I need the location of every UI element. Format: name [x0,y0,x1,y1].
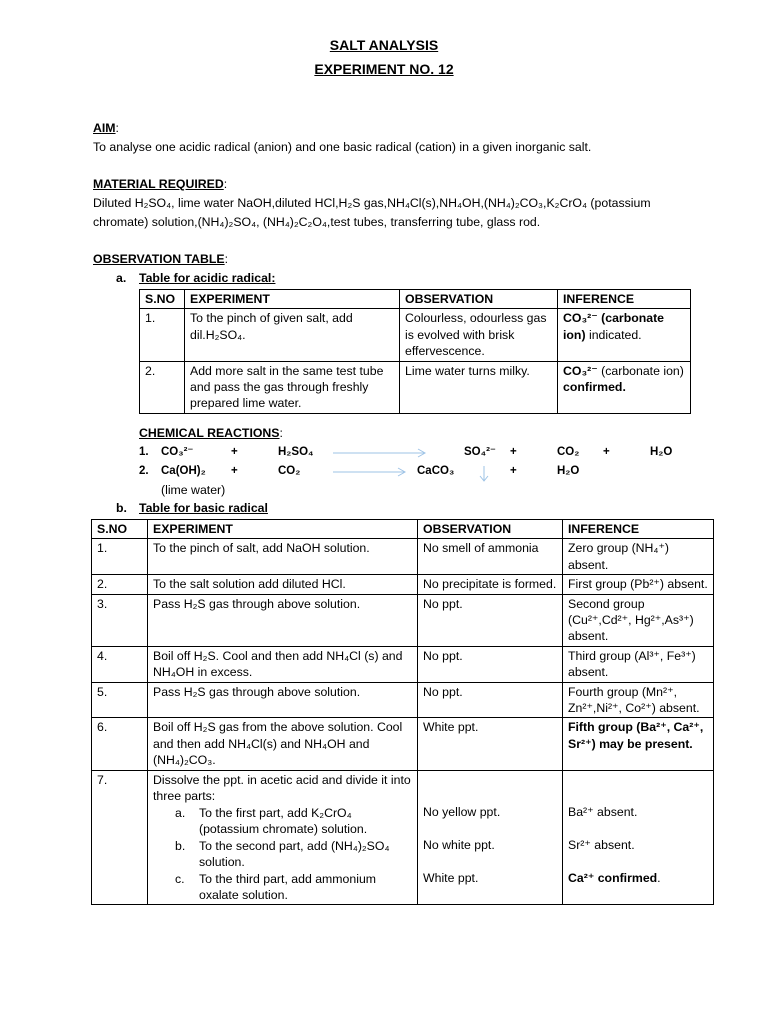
table-a-cell-observation: Lime water turns milky. [400,361,558,413]
table-b-cell-sno: 7. [92,770,148,905]
table-a-label: a. [116,271,127,285]
table-b-cell-sno: 4. [92,646,148,682]
table-a-header-inference: INFERENCE [558,290,691,309]
reaction-1-arrow [333,446,428,460]
reaction-1-plus-2: + [510,446,517,458]
table-b-header-observation: OBSERVATION [418,520,563,539]
table-b-cell-sno: 2. [92,575,148,594]
table-row [92,718,714,770]
table-b-header-experiment: EXPERIMENT [148,520,418,539]
table-b-cell-experiment: Boil off H₂S gas from the above solution. Cool and then add NH₄Cl(s) and NH₄OH and (NH₄)₂CO₃. [148,718,418,770]
table-a-cell-sno: 2. [140,361,185,413]
table-row [92,539,714,575]
sub-observation: No white ppt. [423,837,495,852]
sub-step-text: To the first part, add K₂CrO₄ (potassium chromate) solution. [199,805,368,836]
table-a-cell-experiment: Add more salt in the same test tube and pass the gas through freshly prepared lime water. [185,361,400,413]
sub-step-letter: b. [175,838,186,853]
reaction-2-number: 2. [139,465,149,477]
reaction-2-reactant-b: CO₂ [278,465,301,477]
reaction-2-reactant-a: Ca(OH)₂ [161,465,206,477]
table-b-cell-observation: No ppt. [418,646,563,682]
inference-bold-text: CO₃²⁻ (carbonate ion) [563,311,664,342]
table-row [92,594,714,646]
aim-heading-line: AIM: [93,121,119,135]
table-a-cell-observation: Colourless, odourless gas is evolved with brisk effervescence. [400,309,558,361]
table-b-cell-experiment: Pass H₂S gas through above solution. [148,682,418,718]
reaction-1-product-c: SO₄²⁻ [464,446,496,458]
aim-heading: AIM [93,121,116,135]
observation-heading-line: OBSERVATION TABLE: [93,252,229,266]
reaction-1-reactant-b: H₂SO₄ [278,446,314,458]
reaction-2-note: (lime water) [161,483,226,497]
table-b-cell-inference: Fourth group (Mn²⁺, Zn²⁺,Ni²⁺, Co²⁺) absent. [563,682,714,718]
acidic-radical-table [139,289,691,414]
table-a-cell-sno: 1. [140,309,185,361]
table-b-cell-observation: No ppt. [418,682,563,718]
table-row [140,309,691,361]
reaction-1-plus-1: + [231,446,238,458]
table-a-header-experiment: EXPERIMENT [185,290,400,309]
inference-bold-text: Ca²⁺ confirmed [568,870,658,885]
table-b-cell-sno: 6. [92,718,148,770]
inference-bold-text: CO₃²⁻ [563,363,598,378]
inference-text: . [657,870,661,885]
table-a-cell-experiment: To the pinch of given salt, add dil.H₂SO₄. [185,309,400,361]
table-row [92,770,714,905]
table-b-cell-observation [418,770,563,905]
table-b-cell-experiment: Boil off H₂S. Cool and then add NH₄Cl (s) and NH₄OH in excess. [148,646,418,682]
sub-step-text: To the third part, add ammonium oxalate solution. [199,871,377,902]
inference-text: indicated. [585,327,642,342]
sub-observation: No yellow ppt. [423,804,501,819]
reaction-2-plus-1: + [231,465,238,477]
materials-heading-line: MATERIAL REQUIRED: [93,177,228,191]
reaction-2-product-d: H₂O [557,465,580,477]
observation-heading: OBSERVATION TABLE [93,252,225,266]
table-b-cell-inference: Third group (Al³⁺, Fe³⁺) absent. [563,646,714,682]
reaction-1-product-e: H₂O [650,446,673,458]
document-title: SALT ANALYSIS [329,37,439,53]
table-b-cell-inference: First group (Pb²⁺) absent. [563,575,714,594]
table-a-header-observation: OBSERVATION [400,290,558,309]
table-a-header-row [140,290,691,309]
table-b-cell-observation: No ppt. [418,594,563,646]
sub-observation: White ppt. [423,870,479,885]
reaction-2-arrow [333,465,408,479]
table-b-cell-sno: 3. [92,594,148,646]
sub-step-a [153,805,412,838]
table-b-cell-experiment: Pass H₂S gas through above solution. [148,594,418,646]
inference-text: (carbonate ion) [597,363,684,378]
table-b-cell-sno: 5. [92,682,148,718]
table-b-header-sno: S.NO [92,520,148,539]
table-a-header-sno: S.NO [140,290,185,309]
table-b-cell-experiment [148,770,418,905]
basic-radical-table [91,519,714,905]
row7-intro: Dissolve the ppt. in acetic acid and divide it into three parts: [153,772,411,804]
reactions-heading: CHEMICAL REACTIONS [139,426,280,440]
table-b-cell-inference: Second group (Cu²⁺,Cd²⁺, Hg²⁺,As³⁺) absent. [563,594,714,646]
sub-step-letter: c. [175,871,185,886]
table-a-cell-inference [558,309,691,361]
table-b-cell-inference: Fifth group (Ba²⁺, Ca²⁺, Sr²⁺) may be present. [563,718,714,770]
reaction-1-reactant-a: CO₃²⁻ [161,446,194,458]
table-b-cell-experiment: To the salt solution add diluted HCl. [148,575,418,594]
reaction-1-product-d: CO₂ [557,446,580,458]
table-b-cell-experiment: To the pinch of salt, add NaOH solution. [148,539,418,575]
table-b-cell-observation: No smell of ammonia [418,539,563,575]
sub-step-c [153,871,412,904]
table-a-title: Table for acidic radical: [139,271,276,285]
aim-text: To analyse one acidic radical (anion) and one basic radical (cation) in a given inorganic salt. [93,140,592,154]
table-b-header-row [92,520,714,539]
document-subtitle: EXPERIMENT NO. 12 [314,61,454,77]
table-a-cell-inference [558,361,691,413]
table-b-cell-sno: 1. [92,539,148,575]
table-row [92,575,714,594]
table-b-label: b. [116,501,127,515]
inference-bold-text: confirmed. [563,380,626,395]
reaction-1-plus-3: + [603,446,610,458]
reaction-1-number: 1. [139,446,149,458]
sub-inference: Sr²⁺ absent. [568,837,635,852]
table-row [92,646,714,682]
sub-step-b [153,838,412,871]
table-b-cell-observation: White ppt. [418,718,563,770]
table-b-header-inference: INFERENCE [563,520,714,539]
materials-line-1: Diluted H₂SO₄, lime water NaOH,diluted HCl,H₂S gas,NH₄Cl(s),NH₄OH,(NH₄)₂CO₃,K₂CrO₄ (potassium [93,196,651,210]
table-b-cell-inference [563,770,714,905]
table-b-cell-observation: No precipitate is formed. [418,575,563,594]
reaction-2-product-c: CaCO₃ [417,465,455,477]
materials-line-2: chromate) solution,(NH₄)₂SO₄, (NH₄)₂C₂O₄,test tubes, transferring tube, glass rod. [93,215,541,229]
precipitate-arrow-icon [478,466,490,484]
sub-step-text: To the second part, add (NH₄)₂SO₄ solution. [199,838,390,869]
reaction-2-plus-2: + [510,465,517,477]
sub-inference-confirmed [568,870,708,886]
table-b-cell-inference: Zero group (NH₄⁺) absent. [563,539,714,575]
sub-step-letter: a. [175,805,186,820]
reactions-heading-line: CHEMICAL REACTIONS: [139,426,283,440]
table-row [140,361,691,413]
sub-inference: Ba²⁺ absent. [568,804,638,819]
table-row [92,682,714,718]
table-b-title: Table for basic radical [139,501,268,515]
materials-heading: MATERIAL REQUIRED [93,177,224,191]
